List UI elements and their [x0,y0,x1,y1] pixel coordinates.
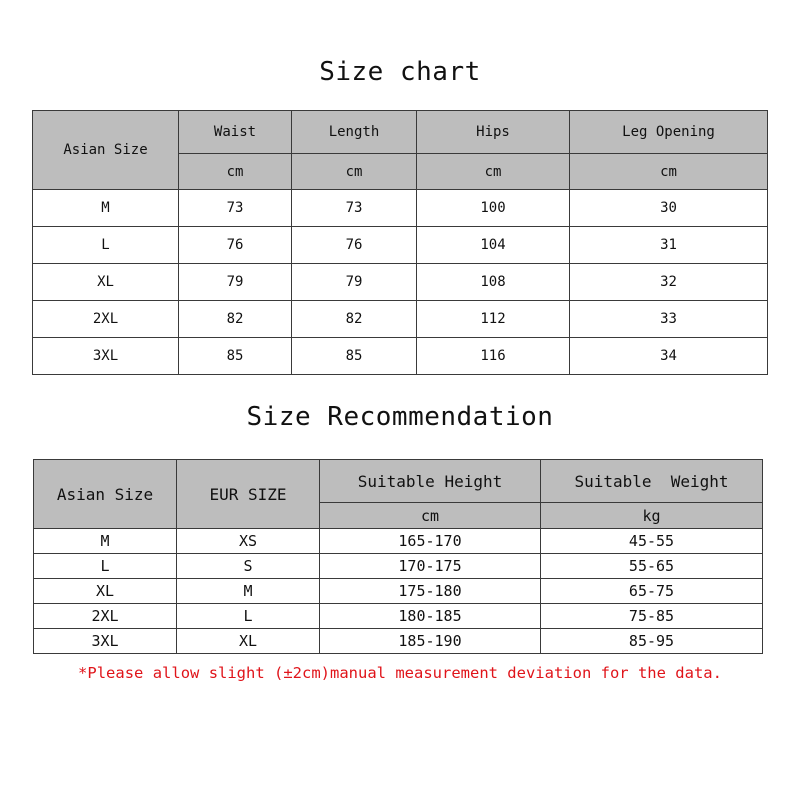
header-asian-size: Asian Size [34,460,177,529]
size-cell: L [34,554,177,579]
value-cell: 100 [417,190,570,227]
table-row [33,301,768,338]
eur-cell: S [177,554,320,579]
unit-cell: cm [292,154,417,190]
size-cell: M [33,190,179,227]
unit-cell: cm [570,154,768,190]
recommendation-table [33,459,763,654]
table-row [33,227,768,264]
eur-cell: L [177,604,320,629]
header-waist: Waist [179,111,292,154]
value-cell: 79 [292,264,417,301]
value-cell: 79 [179,264,292,301]
eur-cell: XS [177,529,320,554]
table-row [34,529,763,554]
value-cell: 185-190 [320,629,541,654]
size-cell: 2XL [33,301,179,338]
value-cell: 30 [570,190,768,227]
table-row [34,579,763,604]
eur-cell: XL [177,629,320,654]
value-cell: 76 [179,227,292,264]
header-leg-opening: Leg Opening [570,111,768,154]
value-cell: 65-75 [541,579,763,604]
value-cell: 116 [417,338,570,375]
value-cell: 75-85 [541,604,763,629]
unit-cell: cm [320,503,541,529]
header-suitable-height: Suitable Height [320,460,541,503]
value-cell: 76 [292,227,417,264]
table-row [34,554,763,579]
size-chart-table [32,110,768,375]
value-cell: 34 [570,338,768,375]
table-row [34,629,763,654]
value-cell: 82 [179,301,292,338]
unit-cell: cm [417,154,570,190]
size-cell: XL [33,264,179,301]
value-cell: 73 [179,190,292,227]
size-cell: 3XL [34,629,177,654]
header-asian-size: Asian Size [33,111,179,190]
table-row [33,338,768,375]
header-length: Length [292,111,417,154]
table-row [33,190,768,227]
value-cell: 85 [292,338,417,375]
header-suitable-weight: Suitable Weight [541,460,763,503]
value-cell: 180-185 [320,604,541,629]
value-cell: 31 [570,227,768,264]
value-cell: 108 [417,264,570,301]
value-cell: 33 [570,301,768,338]
size-cell: XL [34,579,177,604]
value-cell: 32 [570,264,768,301]
value-cell: 165-170 [320,529,541,554]
value-cell: 175-180 [320,579,541,604]
size-cell: 3XL [33,338,179,375]
measurement-deviation-note: *Please allow slight (±2cm)manual measurement deviation for the data. [78,664,722,682]
unit-cell: cm [179,154,292,190]
value-cell: 85-95 [541,629,763,654]
size-chart-title: Size chart [319,57,481,87]
value-cell: 73 [292,190,417,227]
recommendation-title: Size Recommendation [246,402,554,432]
value-cell: 82 [292,301,417,338]
value-cell: 112 [417,301,570,338]
value-cell: 170-175 [320,554,541,579]
header-eur-size: EUR SIZE [177,460,320,529]
value-cell: 55-65 [541,554,763,579]
unit-cell: kg [541,503,763,529]
size-cell: M [34,529,177,554]
value-cell: 45-55 [541,529,763,554]
table-row [33,264,768,301]
table-row [34,604,763,629]
value-cell: 85 [179,338,292,375]
eur-cell: M [177,579,320,604]
size-cell: L [33,227,179,264]
value-cell: 104 [417,227,570,264]
header-hips: Hips [417,111,570,154]
size-cell: 2XL [34,604,177,629]
